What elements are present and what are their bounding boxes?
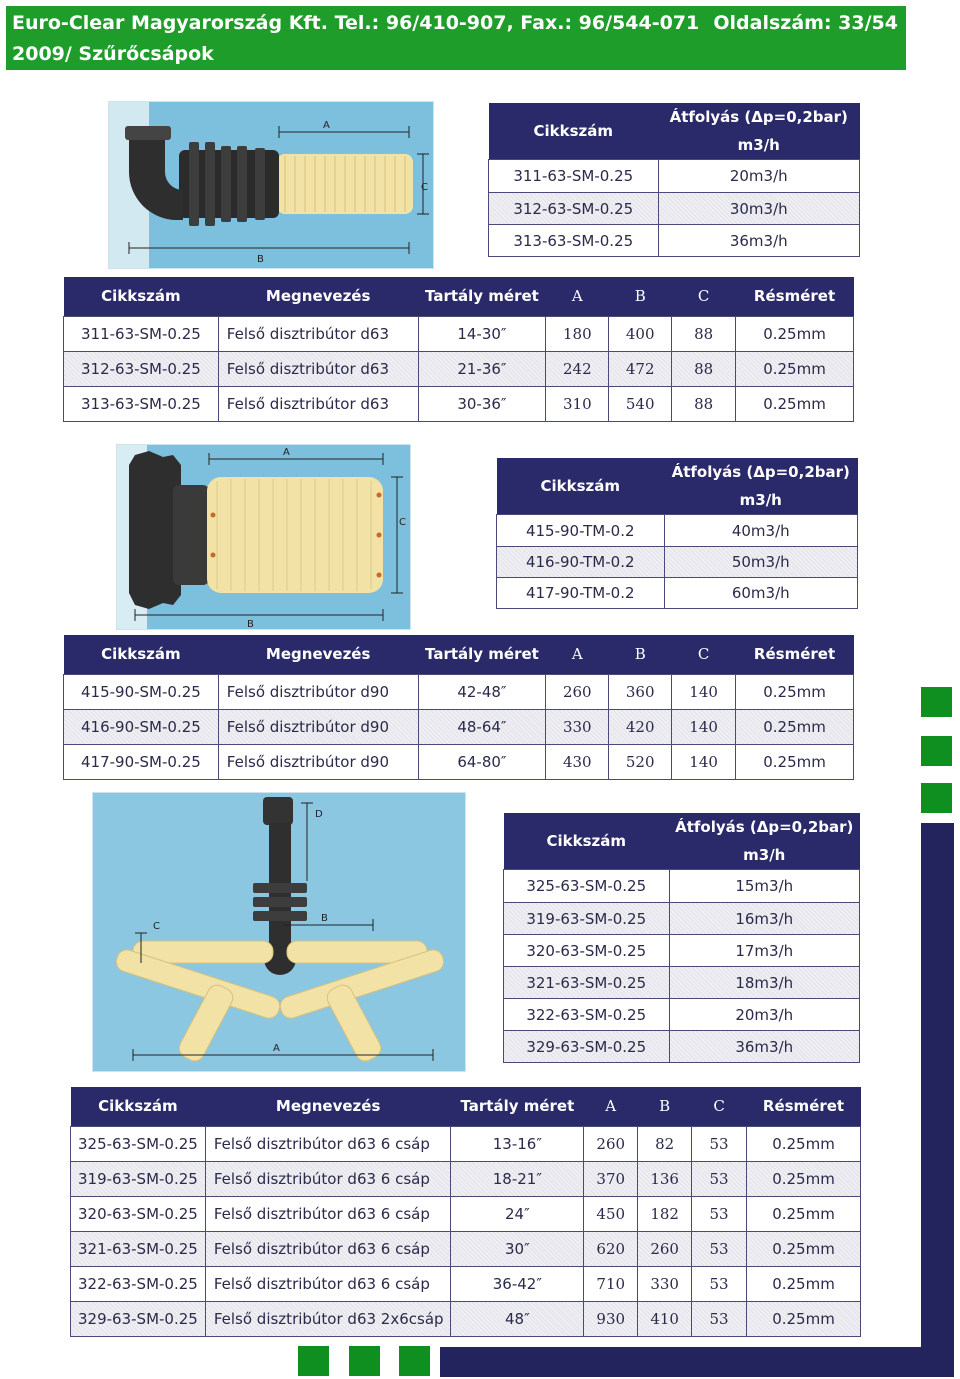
spec-table-1	[63, 277, 854, 422]
flow-header-rate-line2: m3/h	[743, 846, 786, 864]
cell-slot: 0.25mm	[736, 351, 854, 386]
cell-code: 311-63-SM-0.25	[64, 316, 219, 351]
cell-a: 930	[584, 1301, 638, 1336]
page-number: Oldalszám: 33/54	[713, 12, 898, 34]
table-row	[71, 1126, 861, 1161]
cell-flow: 36m3/h	[658, 225, 859, 257]
cell-tank: 13-16″	[451, 1126, 584, 1161]
flow-header-rate-line1: Átfolyás (Δp=0,2bar)	[671, 463, 850, 481]
spec-header-b: B	[638, 1087, 692, 1126]
cell-tank: 64-80″	[418, 744, 546, 779]
flow-header-rate-line2: m3/h	[739, 491, 782, 509]
table-row	[64, 709, 854, 744]
cell-code: 322-63-SM-0.25	[71, 1266, 206, 1301]
cell-tank: 48-64″	[418, 709, 546, 744]
flow-header-code: Cikkszám	[504, 813, 670, 870]
cell-b: 472	[609, 351, 672, 386]
cell-c: 140	[672, 744, 736, 779]
cell-slot: 0.25mm	[736, 674, 854, 709]
cell-b: 400	[609, 316, 672, 351]
cell-c: 140	[672, 709, 736, 744]
cell-code: 416-90-TM-0.2	[497, 547, 665, 578]
cell-a: 310	[546, 386, 609, 421]
table-row	[64, 674, 854, 709]
spec-header-a: A	[546, 635, 609, 674]
product-image-lateral-distributor	[92, 792, 466, 1072]
cell-slot: 0.25mm	[747, 1266, 861, 1301]
flow-table-2	[496, 458, 858, 609]
spec-header-c: C	[672, 635, 736, 674]
cell-flow: 20m3/h	[669, 999, 860, 1031]
table-row	[489, 160, 860, 193]
decorative-navy-bar-horizontal	[440, 1347, 954, 1377]
cell-b: 136	[638, 1161, 692, 1196]
elbow-distributor-drawing	[109, 102, 433, 268]
cell-flow: 20m3/h	[658, 160, 859, 193]
cell-c: 53	[692, 1231, 747, 1266]
flow-table-3	[503, 813, 860, 1063]
flow-table-1	[488, 103, 860, 257]
spec-header-tank: Tartály méret	[418, 277, 546, 316]
spec-header-slot: Résméret	[736, 277, 854, 316]
cell-b: 182	[638, 1196, 692, 1231]
flow-header-rate	[658, 103, 859, 160]
cell-c: 53	[692, 1266, 747, 1301]
cell-slot: 0.25mm	[747, 1161, 861, 1196]
cell-c: 53	[692, 1196, 747, 1231]
table-row	[71, 1231, 861, 1266]
table-row	[497, 578, 858, 609]
cell-name: Felső disztribútor d63	[218, 386, 418, 421]
cell-c: 53	[692, 1301, 747, 1336]
cell-code: 319-63-SM-0.25	[504, 903, 670, 935]
cell-name: Felső disztribútor d63 6 csáp	[205, 1161, 451, 1196]
cell-tank: 48″	[451, 1301, 584, 1336]
cell-slot: 0.25mm	[736, 316, 854, 351]
spec-header-b: B	[609, 277, 672, 316]
table-row	[489, 193, 860, 225]
dimension-label-d: D	[315, 809, 323, 820]
dimension-label-c: C	[421, 182, 428, 193]
cell-tank: 21-36″	[418, 351, 546, 386]
table-row	[71, 1196, 861, 1231]
cell-c: 53	[692, 1126, 747, 1161]
dimension-label-c: C	[399, 517, 406, 528]
table-row	[64, 351, 854, 386]
decorative-green-square	[921, 736, 952, 766]
lateral-distributor-drawing	[93, 793, 465, 1071]
cell-code: 312-63-SM-0.25	[64, 351, 219, 386]
cell-c: 88	[672, 386, 736, 421]
cell-a: 242	[546, 351, 609, 386]
cell-code: 416-90-SM-0.25	[64, 709, 219, 744]
spec-header-code: Cikkszám	[64, 277, 219, 316]
spec-header-code: Cikkszám	[71, 1087, 206, 1126]
dimension-label-a: A	[283, 447, 290, 458]
cell-name: Felső disztribútor d90	[218, 744, 418, 779]
flow-header-rate-line2: m3/h	[737, 136, 780, 154]
table-row	[497, 515, 858, 547]
cell-name: Felső disztribútor d90	[218, 709, 418, 744]
cell-code: 417-90-SM-0.25	[64, 744, 219, 779]
cell-b: 330	[638, 1266, 692, 1301]
cell-flow: 40m3/h	[664, 515, 858, 547]
cell-slot: 0.25mm	[747, 1301, 861, 1336]
cell-code: 321-63-SM-0.25	[71, 1231, 206, 1266]
spec-header-code: Cikkszám	[64, 635, 219, 674]
cell-code: 311-63-SM-0.25	[489, 160, 659, 193]
cell-b: 540	[609, 386, 672, 421]
cell-b: 82	[638, 1126, 692, 1161]
cell-a: 710	[584, 1266, 638, 1301]
cell-name: Felső disztribútor d63 6 csáp	[205, 1266, 451, 1301]
cell-tank: 30-36″	[418, 386, 546, 421]
spec-table-header	[64, 635, 854, 674]
table-row	[64, 744, 854, 779]
cell-slot: 0.25mm	[747, 1126, 861, 1161]
spec-header-tank: Tartály méret	[451, 1087, 584, 1126]
dimension-label-b: B	[257, 254, 264, 265]
spec-header-b: B	[609, 635, 672, 674]
spec-header-name: Megnevezés	[218, 635, 418, 674]
table-row	[504, 870, 860, 903]
table-row	[64, 316, 854, 351]
catalog-subtitle: 2009/ Szűrőcsápok	[12, 43, 214, 65]
cell-code: 321-63-SM-0.25	[504, 967, 670, 999]
flow-table-header	[489, 103, 860, 160]
dimension-label-b: B	[247, 619, 254, 629]
decorative-green-square	[349, 1346, 380, 1376]
cell-code: 415-90-TM-0.2	[497, 515, 665, 547]
flow-header-rate-line1: Átfolyás (Δp=0,2bar)	[675, 818, 854, 836]
table-row	[71, 1161, 861, 1196]
company-contact: Euro-Clear Magyarország Kft. Tel.: 96/410-907, Fax.: 96/544-071	[12, 12, 700, 34]
cell-code: 313-63-SM-0.25	[64, 386, 219, 421]
table-row	[489, 225, 860, 257]
cell-flow: 15m3/h	[669, 870, 860, 903]
cell-c: 53	[692, 1161, 747, 1196]
product-image-elbow-distributor	[108, 101, 434, 269]
spec-header-slot: Résméret	[736, 635, 854, 674]
flow-header-rate-line1: Átfolyás (Δp=0,2bar)	[669, 108, 848, 126]
cell-flow: 18m3/h	[669, 967, 860, 999]
cell-b: 420	[609, 709, 672, 744]
cell-code: 319-63-SM-0.25	[71, 1161, 206, 1196]
cell-code: 322-63-SM-0.25	[504, 999, 670, 1031]
cell-b: 360	[609, 674, 672, 709]
cell-flow: 36m3/h	[669, 1031, 860, 1063]
cell-tank: 24″	[451, 1196, 584, 1231]
cell-name: Felső disztribútor d63 6 csáp	[205, 1126, 451, 1161]
cell-b: 410	[638, 1301, 692, 1336]
flow-header-code: Cikkszám	[489, 103, 659, 160]
cell-tank: 14-30″	[418, 316, 546, 351]
cell-flow: 16m3/h	[669, 903, 860, 935]
cell-code: 320-63-SM-0.25	[71, 1196, 206, 1231]
decorative-green-square	[399, 1346, 430, 1376]
cell-code: 329-63-SM-0.25	[504, 1031, 670, 1063]
table-row	[71, 1266, 861, 1301]
cell-name: Felső disztribútor d63 6 csáp	[205, 1231, 451, 1266]
decorative-green-square	[921, 783, 952, 813]
cell-tank: 42-48″	[418, 674, 546, 709]
cell-flow: 60m3/h	[664, 578, 858, 609]
table-row	[504, 967, 860, 999]
cell-name: Felső disztribútor d63	[218, 351, 418, 386]
table-row	[504, 935, 860, 967]
cell-a: 180	[546, 316, 609, 351]
spec-header-slot: Résméret	[747, 1087, 861, 1126]
cell-slot: 0.25mm	[736, 709, 854, 744]
spec-table-2	[63, 635, 854, 780]
cell-a: 260	[546, 674, 609, 709]
cell-slot: 0.25mm	[747, 1196, 861, 1231]
cell-a: 260	[584, 1126, 638, 1161]
cell-slot: 0.25mm	[736, 744, 854, 779]
cell-name: Felső disztribútor d63 6 csáp	[205, 1196, 451, 1231]
cell-code: 325-63-SM-0.25	[71, 1126, 206, 1161]
cell-a: 620	[584, 1231, 638, 1266]
cell-slot: 0.25mm	[736, 386, 854, 421]
cell-code: 312-63-SM-0.25	[489, 193, 659, 225]
cell-name: Felső disztribútor d63	[218, 316, 418, 351]
cell-flow: 30m3/h	[658, 193, 859, 225]
cell-name: Felső disztribútor d90	[218, 674, 418, 709]
cell-b: 260	[638, 1231, 692, 1266]
page-header	[6, 6, 906, 70]
spec-table-header	[64, 277, 854, 316]
decorative-green-square	[298, 1346, 329, 1376]
flow-header-rate	[664, 458, 858, 515]
cell-a: 450	[584, 1196, 638, 1231]
flow-header-rate	[669, 813, 860, 870]
cell-code: 415-90-SM-0.25	[64, 674, 219, 709]
spec-header-c: C	[692, 1087, 747, 1126]
cell-c: 88	[672, 351, 736, 386]
dimension-label-a: A	[273, 1043, 280, 1054]
cell-code: 325-63-SM-0.25	[504, 870, 670, 903]
cell-flow: 17m3/h	[669, 935, 860, 967]
spec-header-name: Megnevezés	[205, 1087, 451, 1126]
spec-header-name: Megnevezés	[218, 277, 418, 316]
cell-c: 88	[672, 316, 736, 351]
cell-code: 329-63-SM-0.25	[71, 1301, 206, 1336]
spec-header-a: A	[584, 1087, 638, 1126]
decorative-green-square	[921, 687, 952, 717]
product-image-flange-distributor	[116, 444, 411, 630]
decorative-navy-bar-vertical	[921, 823, 954, 1347]
table-row	[504, 999, 860, 1031]
flow-table-header	[497, 458, 858, 515]
table-row	[504, 903, 860, 935]
table-row	[64, 386, 854, 421]
cell-flow: 50m3/h	[664, 547, 858, 578]
cell-slot: 0.25mm	[747, 1231, 861, 1266]
table-row	[497, 547, 858, 578]
spec-header-c: C	[672, 277, 736, 316]
cell-code: 313-63-SM-0.25	[489, 225, 659, 257]
spec-header-tank: Tartály méret	[418, 635, 546, 674]
dimension-label-c: C	[153, 921, 160, 932]
flow-table-header	[504, 813, 860, 870]
spec-table-header	[71, 1087, 861, 1126]
table-row	[504, 1031, 860, 1063]
cell-a: 430	[546, 744, 609, 779]
cell-c: 140	[672, 674, 736, 709]
cell-tank: 36-42″	[451, 1266, 584, 1301]
cell-code: 320-63-SM-0.25	[504, 935, 670, 967]
cell-a: 370	[584, 1161, 638, 1196]
cell-a: 330	[546, 709, 609, 744]
cell-code: 417-90-TM-0.2	[497, 578, 665, 609]
table-row	[71, 1301, 861, 1336]
spec-header-a: A	[546, 277, 609, 316]
cell-name: Felső disztribútor d63 2x6csáp	[205, 1301, 451, 1336]
flange-distributor-drawing	[117, 445, 410, 629]
cell-tank: 30″	[451, 1231, 584, 1266]
cell-tank: 18-21″	[451, 1161, 584, 1196]
dimension-label-b: B	[321, 913, 328, 924]
dimension-label-a: A	[323, 120, 330, 131]
spec-table-3	[70, 1087, 861, 1337]
flow-header-code: Cikkszám	[497, 458, 665, 515]
cell-b: 520	[609, 744, 672, 779]
